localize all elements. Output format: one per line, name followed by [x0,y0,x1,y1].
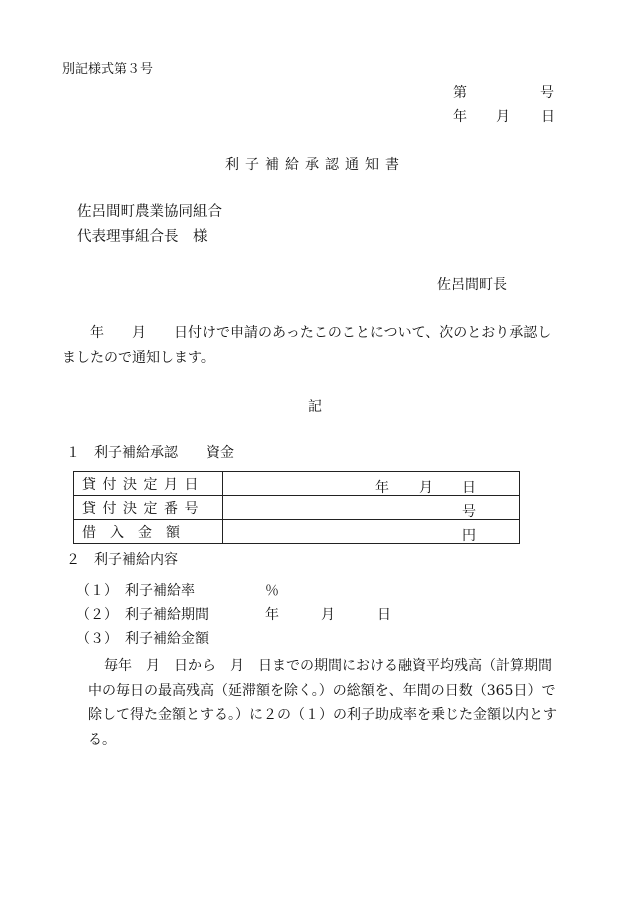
document-title: 利子補給承認通知書 [225,157,405,173]
sender-name: 佐呂間町長 [437,277,507,293]
interest-period-item: （２） 利子補給期間 年 月 日 [76,607,391,623]
loan-decision-date-value [223,472,520,496]
loan-info-table [73,471,520,544]
interest-amount-description: 毎年 月 日から 月 日までの期間における融資平均残高（計算期間中の毎日の最高残高（延滞額を除く。）の総額を、年間の日数（365日）で除して得た金額とする。）に２の（１）の利子助成率を乗じた金額以内とする。 [88,658,557,748]
table-row [74,472,520,496]
body-text-line-2: ましたので通知します。 [62,350,215,366]
document-number-prefix: 第 [453,85,467,101]
loan-amount-label: 借 入 金 額 [74,520,223,544]
loan-decision-number-label: 貸付決定番号 [74,496,223,520]
interest-amount-item: （３） 利子補給金額 [76,631,209,647]
loan-decision-number-value [223,496,520,520]
table-row [74,496,520,520]
loan-decision-date-label: 貸付決定月日 [74,472,223,496]
issue-date-day: 日 [541,109,555,125]
addressee-representative: 代表理事組合長 様 [77,229,208,245]
body-text-line-1: 年 月 日付けで申請のあったこのことについて、次のとおり承認し [62,325,552,341]
loan-decision-number-unit: 号 [462,504,476,520]
loan-decision-year-unit: 年 [375,480,389,496]
document-number-suffix: 号 [540,85,554,101]
issue-date-month: 月 [496,109,510,125]
section-1-heading: １ 利子補給承認 資金 [66,445,234,461]
ki-heading: 記 [308,399,322,415]
loan-amount-unit: 円 [462,528,476,544]
section-2-heading: ２ 利子補給内容 [66,552,178,568]
interest-rate-item: （１） 利子補給率 ％ [76,583,279,599]
issue-date [453,109,555,125]
addressee-organization: 佐呂間町農業協同組合 [77,204,222,220]
loan-decision-month-unit: 月 [419,480,433,496]
document-number [453,85,554,101]
form-number: 別記様式第３号 [62,62,154,77]
loan-decision-day-unit: 日 [462,480,476,496]
loan-amount-value [223,520,520,544]
table-row [74,520,520,544]
issue-date-year: 年 [453,109,467,125]
